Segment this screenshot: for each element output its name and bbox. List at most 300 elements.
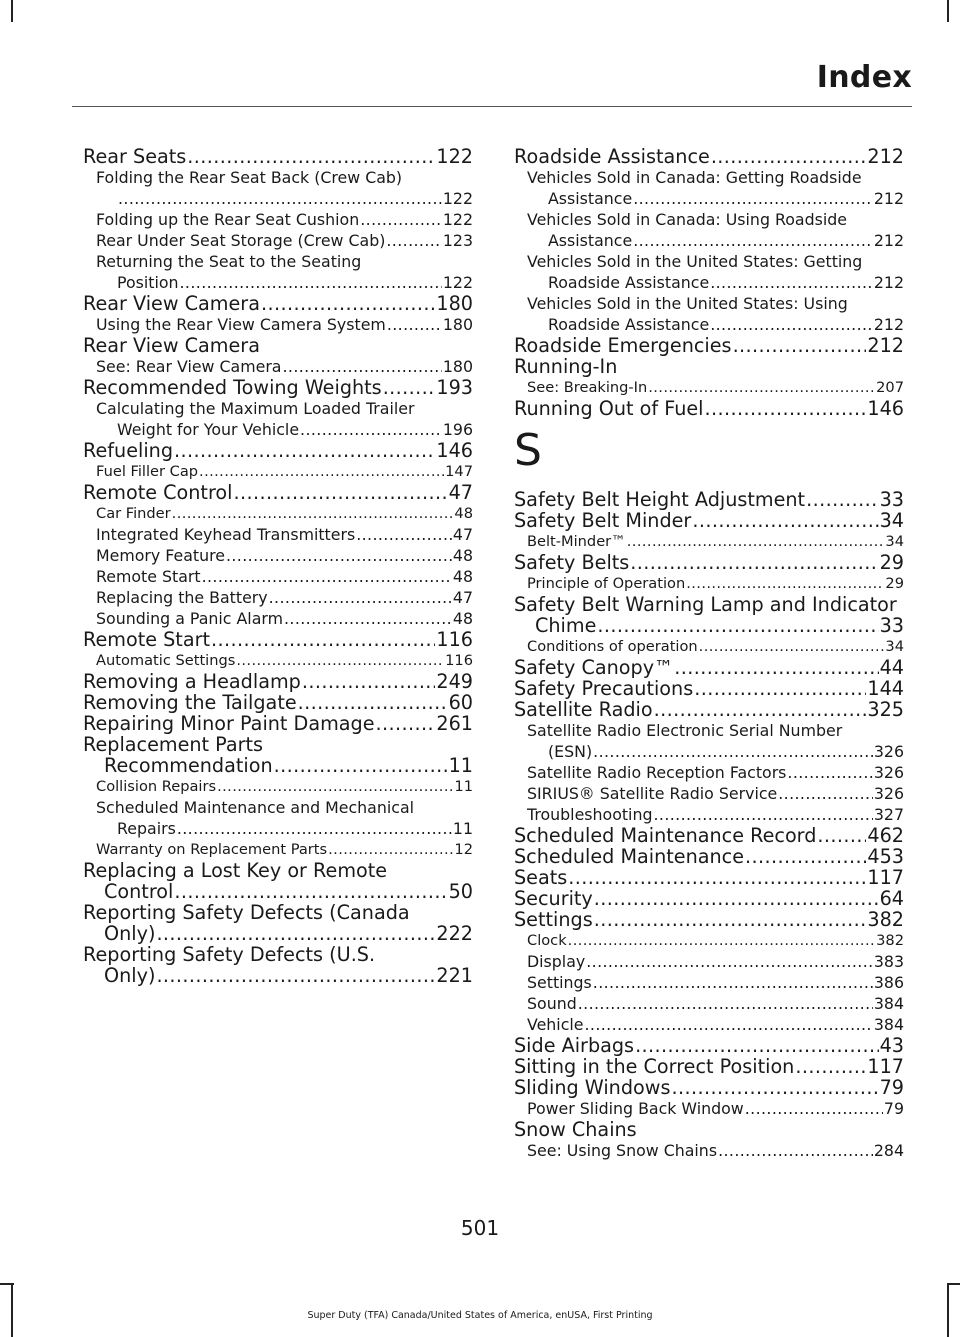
dot-leader: [593, 972, 873, 993]
index-term: Rear View Camera: [83, 293, 260, 314]
index-line: [83, 881, 473, 902]
index-line: [514, 489, 904, 510]
header-rule: [72, 106, 912, 107]
index-term: Power Sliding Back Window: [527, 1099, 744, 1118]
index-term: Recommended Towing Weights: [83, 377, 382, 398]
index-page-ref: 44: [879, 657, 904, 678]
dot-leader: [568, 867, 866, 888]
index-entry: [514, 356, 904, 377]
index-line: [83, 923, 473, 944]
index-entry: [83, 713, 473, 734]
index-entry: [514, 594, 904, 636]
index-subentry: [83, 398, 473, 440]
index-term: Troubleshooting: [527, 805, 653, 824]
index-term: Vehicles Sold in the United States: Getting: [527, 252, 863, 271]
index-group-r: [514, 146, 904, 419]
index-term: Replacing a Lost Key or Remote: [83, 859, 388, 882]
dot-leader: [635, 1035, 879, 1056]
index-line: [514, 335, 904, 356]
index-line: [514, 846, 904, 867]
index-page-ref: 122: [436, 146, 473, 167]
index-entry: [514, 909, 904, 930]
index-line: [527, 1140, 904, 1161]
index-page-ref: 11: [452, 819, 473, 838]
index-term: Collision Repairs: [96, 778, 217, 795]
dot-leader: [274, 755, 448, 776]
crop-mark-top-left-vertical: [11, 0, 13, 22]
index-term: Scheduled Maintenance and Mechanical: [96, 798, 415, 817]
index-term: Folding up the Rear Seat Cushion: [96, 210, 360, 229]
index-term: See: Breaking-In: [527, 379, 648, 396]
index-page-ref: 212: [867, 146, 904, 167]
crop-mark-bottom-left-horizontal: [0, 1283, 14, 1285]
index-line: [96, 818, 473, 839]
index-page-ref: 147: [445, 463, 473, 480]
index-subentry: [83, 650, 473, 671]
index-line: [527, 272, 904, 293]
index-subentry: [514, 251, 904, 293]
dot-leader: [586, 951, 873, 972]
index-term: Chime: [535, 615, 597, 636]
dot-leader: [630, 552, 878, 573]
dot-leader: [710, 314, 873, 335]
index-page-ref: 117: [867, 867, 904, 888]
index-term: Safety Belt Warning Lamp and Indicator: [514, 593, 897, 616]
dot-leader: [269, 587, 452, 608]
index-subentry: [83, 566, 473, 587]
index-subentry: [514, 636, 904, 657]
index-term: Rear Seats: [83, 146, 187, 167]
index-term: Safety Canopy™: [514, 657, 674, 678]
dot-leader: [597, 615, 878, 636]
dot-leader: [302, 671, 436, 692]
index-entry: [514, 678, 904, 699]
index-term: Automatic Settings: [96, 652, 236, 669]
section-letter: S: [514, 425, 542, 476]
index-term: See: Using Snow Chains: [527, 1141, 718, 1160]
index-line: [96, 587, 473, 608]
index-entry: [514, 489, 904, 510]
index-page-ref: 207: [876, 379, 904, 396]
index-term: Remote Start: [96, 567, 201, 586]
index-line: [527, 783, 904, 804]
index-line: [527, 314, 904, 335]
dot-leader: [226, 545, 452, 566]
index-term: Vehicles Sold in Canada: Getting Roadside: [527, 168, 862, 187]
index-subentry: [514, 762, 904, 783]
index-line: [96, 272, 473, 293]
index-subentry: [514, 804, 904, 825]
dot-leader: [694, 678, 866, 699]
dot-leader: [648, 377, 875, 398]
index-term: Settings: [527, 973, 592, 992]
index-term: Repairs: [117, 819, 176, 838]
index-line: [527, 293, 904, 314]
index-subentry: [514, 209, 904, 251]
index-subentry: [83, 839, 473, 860]
dot-leader: [387, 314, 442, 335]
index-page-ref: 34: [879, 510, 904, 531]
dot-leader: [383, 377, 436, 398]
index-line: [96, 503, 473, 524]
index-term: Calculating the Maximum Loaded Trailer: [96, 399, 415, 418]
index-term: Remote Control: [83, 482, 233, 503]
index-line: [527, 762, 904, 783]
index-line: [96, 419, 473, 440]
dot-leader: [733, 335, 867, 356]
index-term: Running Out of Fuel: [514, 398, 704, 419]
index-line: [527, 720, 904, 741]
index-page-ref: 386: [873, 973, 904, 992]
dot-leader: [234, 482, 448, 503]
index-entry: [83, 146, 473, 167]
dot-leader: [671, 1077, 878, 1098]
index-subentry: [83, 608, 473, 629]
index-line: [527, 531, 904, 552]
index-term: Vehicles Sold in the United States: Using: [527, 294, 848, 313]
index-page-ref: 196: [442, 420, 473, 439]
index-line: [527, 804, 904, 825]
index-page-ref: 222: [436, 923, 473, 944]
index-entry: [83, 293, 473, 314]
crop-mark-bottom-right-horizontal: [947, 1283, 960, 1285]
index-term: Security: [514, 888, 593, 909]
index-term: Car Finder: [96, 505, 171, 522]
index-term: Vehicle: [527, 1015, 584, 1034]
index-page-ref: 284: [873, 1141, 904, 1160]
index-term: Satellite Radio Electronic Serial Number: [527, 721, 843, 740]
index-line: [527, 636, 904, 657]
index-entry: [514, 867, 904, 888]
index-term: Recommendation: [104, 755, 273, 776]
index-term: Clock: [527, 932, 567, 949]
index-term: Rear View Camera: [83, 334, 260, 357]
index-line: [514, 699, 904, 720]
index-line: [96, 566, 473, 587]
index-page-ref: 180: [442, 357, 473, 376]
index-line: [514, 825, 904, 846]
index-page-ref: 326: [873, 763, 904, 782]
index-term: Folding the Rear Seat Back (Crew Cab): [96, 168, 403, 187]
dot-leader: [654, 699, 867, 720]
dot-leader: [593, 741, 873, 762]
index-page-ref: 48: [452, 609, 473, 628]
index-term: Seats: [514, 867, 568, 888]
index-term: Snow Chains: [514, 1118, 637, 1141]
dot-leader: [199, 461, 444, 482]
index-line: [514, 1056, 904, 1077]
dot-leader: [360, 209, 442, 230]
index-subentry: [514, 1098, 904, 1119]
index-line: [83, 860, 473, 881]
index-term: Only): [104, 965, 156, 986]
index-page-ref: 144: [867, 678, 904, 699]
index-subentry: [83, 524, 473, 545]
index-page-ref: 212: [873, 189, 904, 208]
index-entry: [83, 860, 473, 902]
index-line: [96, 398, 473, 419]
dot-leader: [711, 146, 867, 167]
index-page-ref: 29: [879, 552, 904, 573]
index-line: [96, 524, 473, 545]
dot-leader: [594, 888, 879, 909]
index-term: Assistance: [548, 189, 633, 208]
dot-leader: [386, 230, 441, 251]
index-subentry: [83, 503, 473, 524]
index-line: [83, 734, 473, 755]
index-term: Roadside Assistance: [548, 315, 710, 334]
dot-leader: [686, 573, 884, 594]
index-page-ref: 116: [445, 652, 473, 669]
index-line: [527, 741, 904, 762]
index-page-ref: 33: [879, 489, 904, 510]
index-term: Repairing Minor Paint Damage: [83, 713, 375, 734]
dot-leader: [261, 293, 435, 314]
index-line: [514, 867, 904, 888]
index-entry: [83, 482, 473, 503]
dot-leader: [585, 1014, 873, 1035]
index-entry: [83, 902, 473, 944]
index-subentry: [514, 993, 904, 1014]
index-page-ref: 180: [442, 315, 473, 334]
dot-leader: [653, 804, 872, 825]
index-term: Rear Under Seat Storage (Crew Cab): [96, 231, 386, 250]
index-term: Side Airbags: [514, 1035, 635, 1056]
index-subentry: [83, 167, 473, 209]
index-line: [514, 594, 904, 615]
index-page-ref: 122: [442, 210, 473, 229]
index-page-ref: 47: [452, 588, 473, 607]
index-line: [514, 398, 904, 419]
index-page-ref: 212: [867, 335, 904, 356]
index-page-ref: 60: [448, 692, 473, 713]
index-entry: [514, 1119, 904, 1140]
index-line: [83, 440, 473, 461]
index-page-ref: 383: [873, 952, 904, 971]
index-page-ref: 146: [867, 398, 904, 419]
index-entry: [83, 671, 473, 692]
index-term: Display: [527, 952, 586, 971]
dot-leader: [594, 909, 867, 930]
index-line: [527, 1014, 904, 1035]
index-line: [514, 510, 904, 531]
index-line: [527, 1098, 904, 1119]
index-entry: [514, 510, 904, 531]
index-entry: [514, 1035, 904, 1056]
index-page-ref: 221: [436, 965, 473, 986]
index-line: [96, 650, 473, 671]
index-term: Roadside Assistance: [548, 273, 710, 292]
index-subentry: [514, 531, 904, 552]
index-page-ref: 12: [454, 841, 473, 858]
index-subentry: [514, 972, 904, 993]
dot-leader: [174, 881, 447, 902]
index-page-ref: 11: [454, 778, 473, 795]
index-subentry: [514, 1014, 904, 1035]
crop-mark-top-right-vertical: [947, 0, 949, 22]
index-line: [527, 188, 904, 209]
index-term: Sliding Windows: [514, 1077, 671, 1098]
index-page-ref: 453: [867, 846, 904, 867]
index-subentry: [83, 797, 473, 839]
dot-leader: [236, 650, 444, 671]
index-line: [514, 1035, 904, 1056]
dot-leader: [284, 608, 452, 629]
index-term: Replacement Parts: [83, 733, 264, 756]
index-subentry: [514, 783, 904, 804]
index-subentry: [514, 720, 904, 762]
index-entry: [514, 846, 904, 867]
index-term: Scheduled Maintenance Record: [514, 825, 817, 846]
index-page-ref: 325: [867, 699, 904, 720]
index-term: (ESN): [548, 742, 593, 761]
index-page-ref: 462: [867, 825, 904, 846]
index-page-ref: 327: [873, 805, 904, 824]
dot-leader: [692, 510, 878, 531]
index-term: Assistance: [548, 231, 633, 250]
index-term: Safety Belts: [514, 552, 630, 573]
dot-leader: [298, 692, 448, 713]
index-term: Sounding a Panic Alarm: [96, 609, 283, 628]
index-entry: [514, 335, 904, 356]
dot-leader: [211, 629, 435, 650]
index-subentry: [83, 545, 473, 566]
index-line: [527, 573, 904, 594]
index-term: Belt-Minder™: [527, 533, 626, 550]
index-line: [514, 888, 904, 909]
index-line: [83, 944, 473, 965]
dot-leader: [745, 846, 866, 867]
index-page-ref: 212: [873, 273, 904, 292]
dot-leader: [328, 839, 453, 860]
dot-leader: [627, 531, 885, 552]
index-term: Roadside Emergencies: [514, 335, 732, 356]
dot-leader: [172, 503, 454, 524]
index-line: [514, 356, 904, 377]
index-entry: [514, 1077, 904, 1098]
index-line: [83, 671, 473, 692]
index-line: [83, 377, 473, 398]
index-term: Using the Rear View Camera System: [96, 315, 386, 334]
index-term: Integrated Keyhead Transmitters: [96, 525, 356, 544]
index-entry: [83, 944, 473, 986]
index-line: [514, 615, 904, 636]
dot-leader: [300, 419, 442, 440]
dot-leader: [806, 489, 878, 510]
index-term: Satellite Radio: [514, 699, 653, 720]
index-page-ref: 34: [885, 533, 904, 550]
index-line: [527, 930, 904, 951]
index-line: [83, 755, 473, 776]
index-line: [514, 146, 904, 167]
dot-leader: [156, 923, 435, 944]
index-line: [96, 167, 473, 188]
index-entry: [514, 657, 904, 678]
index-page-ref: 212: [873, 231, 904, 250]
index-term: Satellite Radio Reception Factors: [527, 763, 787, 782]
index-line: [527, 377, 904, 398]
dot-leader: [787, 762, 872, 783]
index-term: Safety Belt Height Adjustment: [514, 489, 806, 510]
index-entry: [514, 398, 904, 419]
index-page-ref: 384: [873, 1015, 904, 1034]
index-line: [83, 335, 473, 356]
dot-leader: [187, 146, 435, 167]
index-line: [96, 230, 473, 251]
dot-leader: [568, 930, 875, 951]
index-group-s: [514, 489, 904, 1161]
index-subentry: [514, 930, 904, 951]
dot-leader: [376, 713, 436, 734]
index-line: [83, 902, 473, 923]
index-line: [96, 356, 473, 377]
index-subentry: [514, 167, 904, 209]
index-entry: [83, 335, 473, 356]
index-page-ref: 326: [873, 742, 904, 761]
dot-leader: [180, 272, 442, 293]
index-entry: [514, 888, 904, 909]
index-entry: [83, 377, 473, 398]
index-line: [96, 797, 473, 818]
index-line: [527, 209, 904, 230]
dot-leader: [718, 1140, 873, 1161]
index-page-ref: 180: [436, 293, 473, 314]
index-term: Vehicles Sold in Canada: Using Roadside: [527, 210, 847, 229]
index-line: [527, 167, 904, 188]
index-entry: [83, 629, 473, 650]
index-term: Refueling: [83, 440, 173, 461]
index-term: Only): [104, 923, 156, 944]
index-term: Principle of Operation: [527, 575, 686, 592]
index-subentry: [514, 377, 904, 398]
dot-leader: [174, 440, 435, 461]
index-term: Weight for Your Vehicle: [117, 420, 300, 439]
dot-leader: [177, 818, 452, 839]
index-page-ref: 29: [885, 575, 904, 592]
index-entry: [514, 1056, 904, 1077]
index-line: [96, 188, 473, 209]
index-line: [514, 1077, 904, 1098]
index-page-ref: 48: [454, 505, 473, 522]
index-page-ref: 249: [436, 671, 473, 692]
index-line: [527, 972, 904, 993]
index-page-ref: 382: [867, 909, 904, 930]
index-term: Removing a Headlamp: [83, 671, 301, 692]
index-subentry: [83, 356, 473, 377]
index-subentry: [83, 230, 473, 251]
index-line: [96, 251, 473, 272]
index-subentry: [83, 587, 473, 608]
index-line: [527, 951, 904, 972]
dot-leader: [217, 776, 453, 797]
index-line: [527, 993, 904, 1014]
index-page-ref: 48: [452, 546, 473, 565]
index-subentry: [514, 1140, 904, 1161]
index-page-ref: 193: [436, 377, 473, 398]
index-line: [83, 293, 473, 314]
index-line: [83, 629, 473, 650]
index-entry: [514, 552, 904, 573]
index-page-ref: 384: [873, 994, 904, 1013]
index-page-ref: 122: [442, 273, 473, 292]
index-page-ref: 47: [448, 482, 473, 503]
index-page-ref: 116: [436, 629, 473, 650]
index-page-ref: 50: [448, 881, 473, 902]
dot-leader: [283, 356, 442, 377]
index-term: Memory Feature: [96, 546, 225, 565]
index-entry: [514, 699, 904, 720]
index-term: Conditions of operation: [527, 638, 698, 655]
